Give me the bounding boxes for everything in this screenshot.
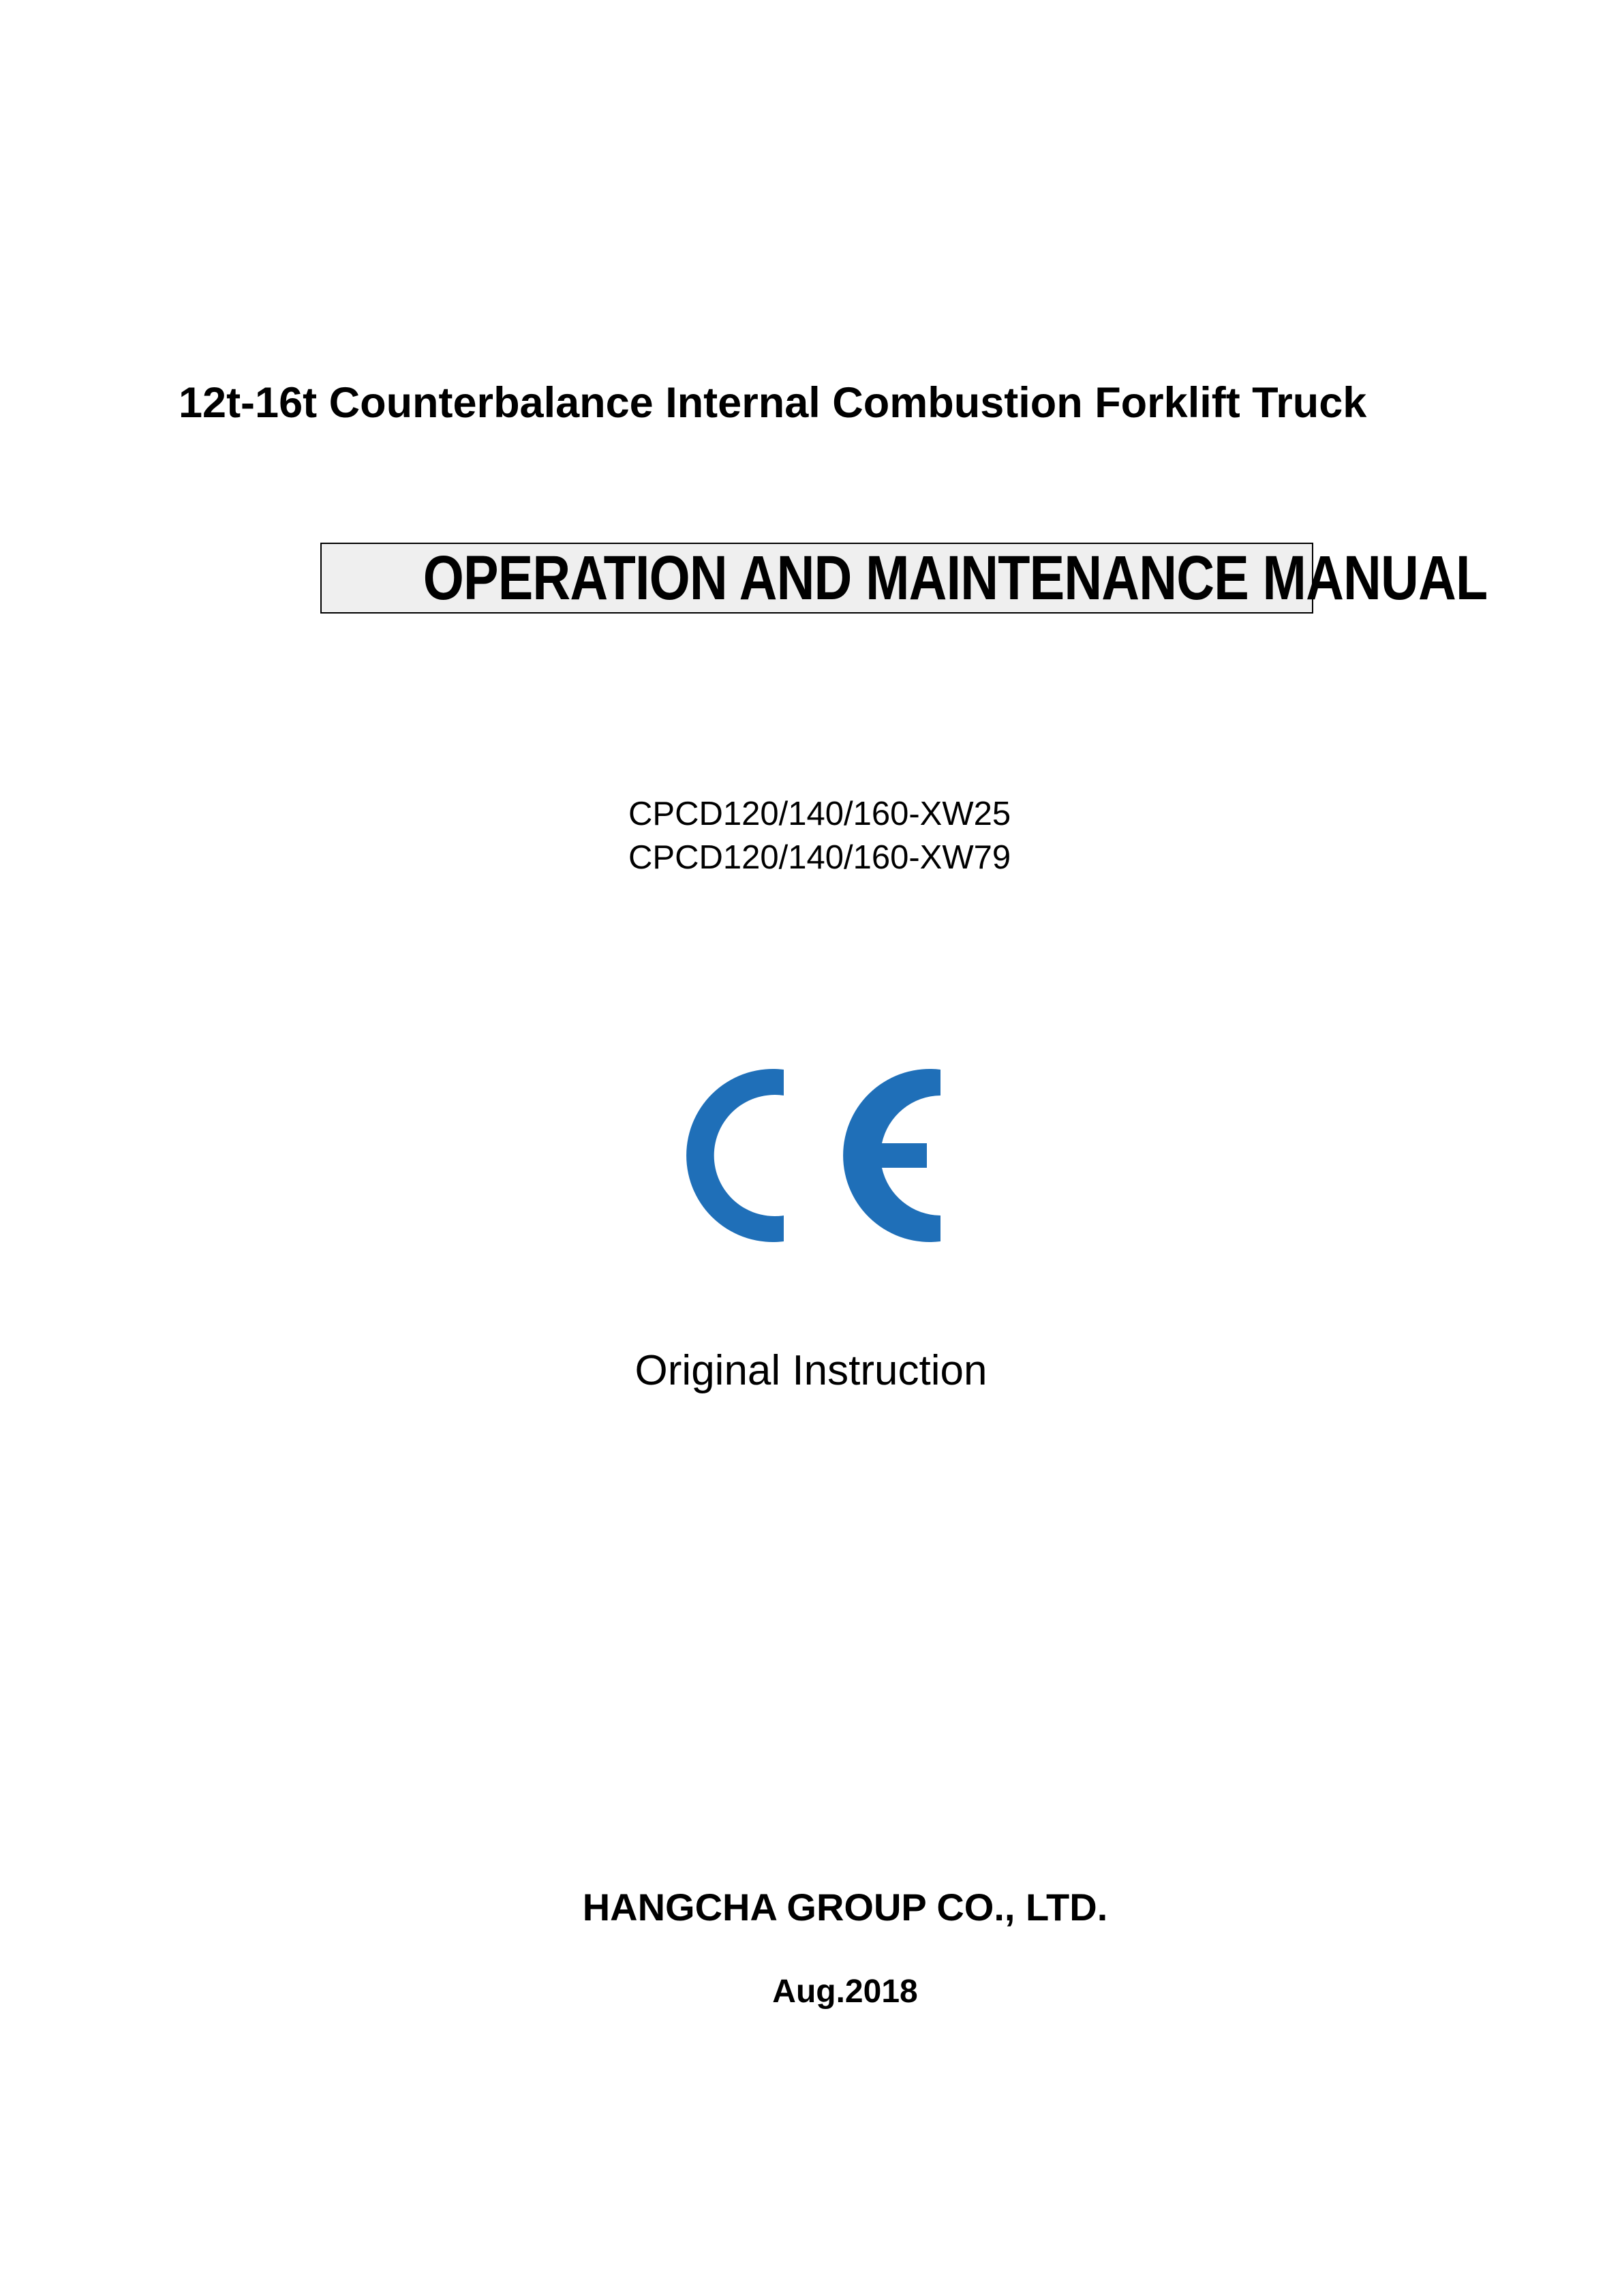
original-instruction-label: Original Instruction [634,1347,988,1394]
model-item: CPCD120/140/160-XW25 [628,796,1011,832]
model-item: CPCD120/140/160-XW79 [628,839,1011,876]
company-name: HANGCHA GROUP CO., LTD. [582,1886,1108,1929]
ce-mark-c [686,1069,784,1242]
publication-date: Aug.2018 [772,1974,918,2010]
model-list [628,792,1011,879]
manual-title-box [320,543,1488,614]
manual-title: OPERATION AND MAINTENANCE MANUAL [423,543,1488,613]
document-subtitle: 12t-16t Counterbalance Internal Combustion Forklift Truck [179,379,1367,427]
ce-mark-icon [688,1060,947,1251]
ce-mark-e [843,1069,940,1242]
